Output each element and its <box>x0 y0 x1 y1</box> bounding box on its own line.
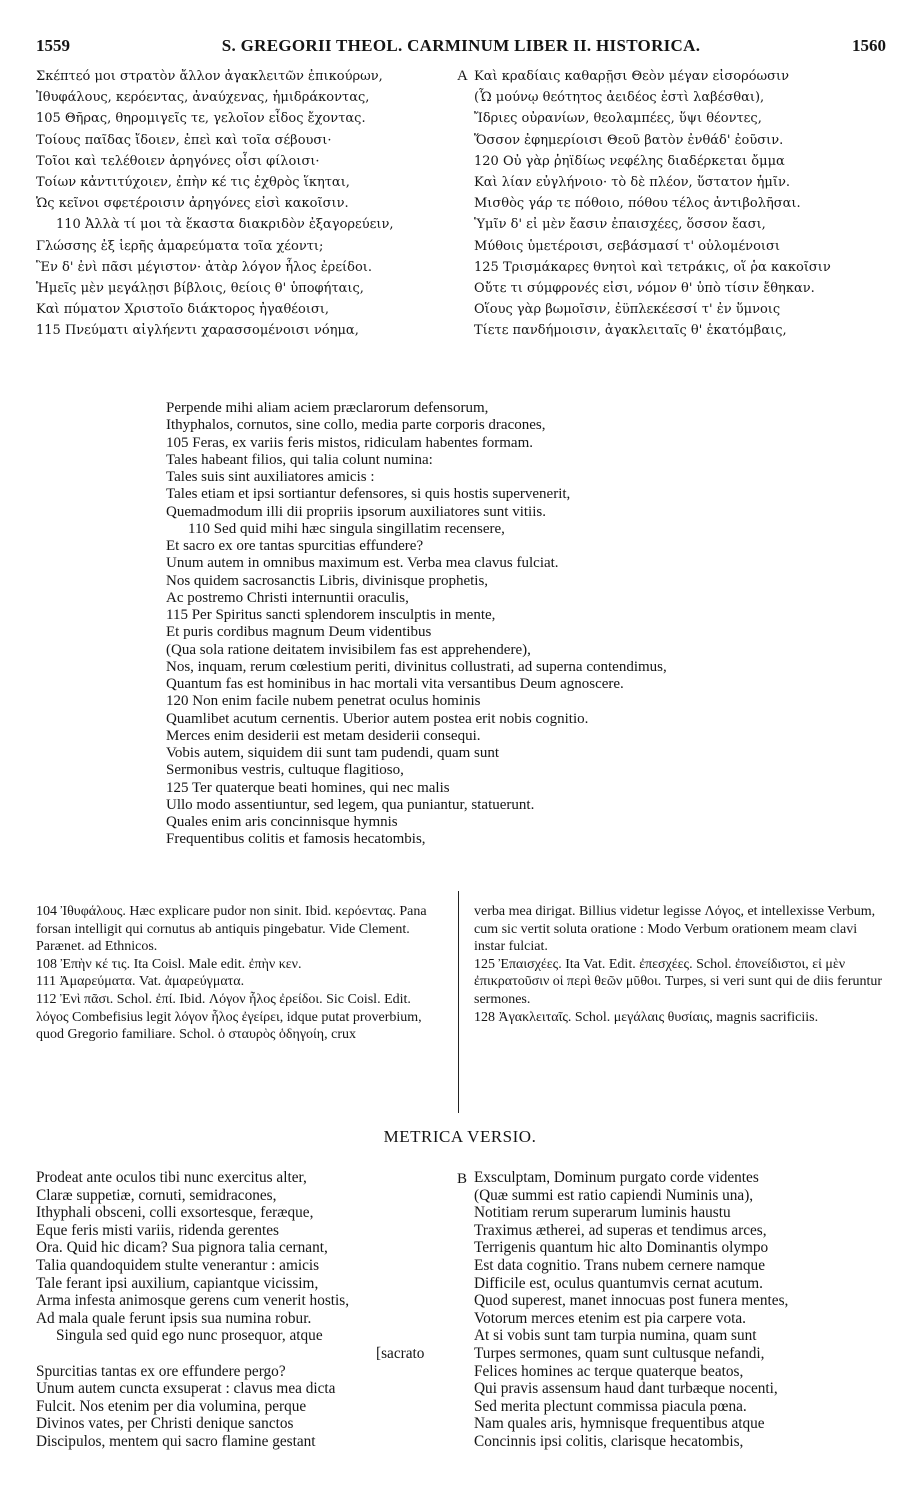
metrica-verse-line: Est data cognitio. Trans nubem cernere namque <box>474 1256 765 1274</box>
metrica-verse-line: [sacrato <box>376 1344 425 1362</box>
latin-prose-line: Quantum fas est hominibus in hac mortali vita versantibus Deum agnoscere. <box>166 676 624 692</box>
metrica-verse-line: (Quæ summi est ratio capiendi Numinis una), <box>474 1186 754 1204</box>
column-divider <box>458 891 459 1113</box>
latin-prose-line: Nos, inquam, rerum cœlestium periti, divinitus collustrati, ad superna contendimus, <box>166 658 667 675</box>
greek-verse-line: Τοίους παῖδας ἴδοιεν, ἐπεὶ καὶ τοῖα σέβουσι· <box>36 132 332 148</box>
margin-marker-a: A <box>457 68 468 84</box>
latin-prose-line: Vobis autem, siquidem dii sunt tam pudendi, quam sunt <box>166 745 500 761</box>
metrica-verse-line: At si vobis sunt tam turpia numina, quam sunt <box>474 1327 757 1345</box>
greek-verse-line: Ὅσσον ἐφημερίοισι Θεοῦ βατὸν ἐνθάδ' ἐοῦσιν. <box>474 132 784 148</box>
latin-prose-line: Nos quidem sacrosanctis Libris, divinisque prophetis, <box>166 572 489 589</box>
footnote: 104 Ἰθυφάλους. Hæc explicare pudor non sinit. Ibid. κερόεντας. Pana forsan intelligit qui cornutus ab antiquis pingebatur. Vide Clement. Parænet. ad Ethnicos. <box>36 904 427 955</box>
metrica-verse-line: Claræ suppetiæ, cornuti, semidracones, <box>36 1186 277 1204</box>
metrica-verse-line: Singula sed quid ego nunc prosequor, atque <box>56 1327 323 1345</box>
metrica-verse-line: Votorum merces etenim est pia carpere vota. <box>474 1309 746 1327</box>
metrica-verse-line: Qui pravis assensum haud dant turbæque nocenti, <box>474 1380 778 1398</box>
metrica-verse-line: Talia quandoquidem stulte venerantur : amicis <box>36 1256 320 1274</box>
running-title: S. GREGORII THEOL. CARMINUM LIBER II. HISTORICA. <box>221 36 701 55</box>
latin-translation <box>166 400 886 849</box>
greek-verse-line: Μύθοις ὑμετέροισι, σεβάσμασί τ' οὐλομένοισι <box>474 238 780 254</box>
metrica-verse-line: Exsculptam, Dominum purgato corde videntes <box>474 1169 759 1186</box>
greek-verse-line: Σκέπτεό μοι στρατὸν ἄλλον ἀγακλειτῶν ἐπικούρων, <box>36 69 383 84</box>
footnote: 108 Ἐπὴν κέ τις. Ita Coisl. Male edit. ἐπὴν κεν. <box>36 956 302 972</box>
metrica-verse-line: Prodeat ante oculos tibi nunc exercitus alter, <box>36 1169 307 1186</box>
footnote: 112 Ἐνὶ πᾶσι. Schol. ἐπί. Ibid. Λόγον ἧλος ἐρείδοι. Sic Coisl. Edit. λόγος Combefisius legit λόγον ἧλος ἐγείρει, idque putat proverbium, quod Gregorio familiare. Schol. ὁ σταυρὸς ὁδηγοίη, crux <box>36 991 422 1043</box>
latin-prose-line: Quemadmodum illi dii propriis ipsorum auxiliatores sunt vitiis. <box>166 503 546 520</box>
greek-verse-line: 105 Θῆρας, θηρομιγεῖς τε, γελοῖον εἶδος ἔχοντας. <box>36 111 366 127</box>
greek-verse-line: Γλώσσης ἐξ ἱερῆς ἀμαρεύματα τοῖα χέοντι; <box>36 238 324 254</box>
metrica-verse-line: Ad mala quale ferunt ipsis sua numina robur. <box>36 1309 312 1327</box>
metrica-verse-line: Quod superest, manet innocuas post funera mentes, <box>474 1292 789 1310</box>
latin-prose-line: Et sacro ex ore tantas spurcitias effundere? <box>166 538 424 554</box>
greek-verse-line: Ἰθυφάλους, κερόεντας, ἀναύχενας, ἡμιδράκοντας, <box>36 90 370 106</box>
metrica-verse-line: Divinos vates, per Christi denique sanctos <box>36 1415 294 1433</box>
metrica-verse-line: Turpes sermones, quam sunt cultusque nefandi, <box>474 1344 765 1362</box>
footnote: 111 Ἀμαρεύματα. Vat. ἀμαρεύγματα. <box>36 974 245 990</box>
metrica-verse-line: Felices homines ac terque quaterque beatos, <box>474 1362 744 1380</box>
left-page-number: 1559 <box>36 36 70 55</box>
greek-verse-line: Ὡς κεῖνοι σφετέροισιν ἀρηγόνες εἰσὶ κακοῖσιν. <box>36 196 349 212</box>
latin-prose-line: Sermonibus vestris, cultuque flagitioso, <box>166 762 404 779</box>
greek-verse-line: Ὑμῖν δ' εἰ μὲν ἔασιν ἐπαισχέες, ὅσσον ἔασι, <box>474 217 766 233</box>
greek-text-right-column <box>474 66 894 342</box>
metrica-verse-line: Notitiam rerum superarum luminis haustu <box>474 1204 731 1222</box>
greek-verse-line: Τίετε πανδήμοισιν, ἀγακλειταῖς θ' ἑκατόμβαις, <box>474 323 787 339</box>
greek-verse-line: 110 Ἀλλὰ τί μοι τὰ ἕκαστα διακριδὸν ἐξαγορεύειν, <box>56 217 394 233</box>
greek-verse-line: Τοῖοι καὶ τελέθοιεν ἀρηγόνες οἷσι φίλοισι· <box>36 153 320 169</box>
footnote: 128 Ἀγακλειταῖς. Schol. μεγάλαις θυσίαις, magnis sacrificiis. <box>474 1009 819 1025</box>
margin-marker-b: B <box>457 1171 468 1187</box>
latin-prose-line: Tales habeant filios, qui talia colunt numina: <box>166 451 433 468</box>
metrica-verse-line: Spurcitias tantas ex ore effundere pergo? <box>36 1362 286 1380</box>
latin-prose-line: 105 Feras, ex variis feris mistos, ridiculam habentes formam. <box>166 434 533 451</box>
metrica-verse-line: Traximus ætherei, ad superas et tendimus arces, <box>474 1221 767 1239</box>
metrica-verse-line: Tale ferant ipsi auxilium, capiantque vicissim, <box>36 1274 319 1292</box>
greek-verse-line: Καὶ κραδίαις καθαρῇσι Θεὸν μέγαν εἰσορόωσιν <box>474 69 790 84</box>
latin-prose-line: Quamlibet acutum cernentis. Uberior autem postea erit nobis cognitio. <box>166 710 589 727</box>
greek-verse-line: Μισθὸς γάρ τε πόθοιο, πόθου τέλος ἀντιβολῆσαι. <box>474 196 801 212</box>
latin-prose-line: Merces enim desiderii est metam desiderii consequi. <box>166 727 481 744</box>
latin-prose-line: Et puris cordibus magnum Deum videntibus <box>166 624 432 641</box>
footnote: 125 Ἐπαισχέες. Ita Vat. Edit. ἐπεσχέες. Schol. ἐπονείδιστοι, εἰ μὲν ἐπικρατοῦσιν οἱ περὶ θεῶν μῦθοι. Turpes, si veri sunt qui de diis feruntur sermones. <box>474 956 883 1007</box>
metrica-verse-line: Discipulos, mentem qui sacro flamine gestant <box>36 1432 316 1450</box>
latin-prose-line: Ithyphalos, cornutos, sine collo, media parte corporis dracones, <box>166 417 546 434</box>
greek-verse-line: 120 Οὐ γὰρ ῥηϊδίως νεφέλης διαδέρκεται ὄμμα <box>474 153 785 169</box>
metrica-verse-line: Eque feris misti variis, ridenda gerentes <box>36 1221 279 1239</box>
latin-prose-line: Tales suis sint auxiliatores amicis : <box>166 469 375 485</box>
metrica-verse-line: Difficile est, oculus quantumvis cernat acutum. <box>474 1274 764 1292</box>
notes-left-column <box>36 903 446 1044</box>
metrica-verse-line: Sed merita plectunt commissa piacula pœna. <box>474 1397 747 1415</box>
metrica-verse-line: Unum autem cuncta exsuperat : clavus mea dicta <box>36 1380 336 1398</box>
greek-verse-line: 125 Τρισμάκαρες θνητοὶ καὶ τετράκις, οἵ ῥα κακοῖσιν <box>474 259 831 275</box>
metrica-verse-line: Nam quales aris, hymnisque frequentibus atque <box>474 1415 765 1433</box>
greek-verse-line: Ἡμεῖς μὲν μεγάλῃσι βίβλοις, θείοις θ' ὑποφήταις, <box>36 281 364 297</box>
greek-verse-line: Καὶ πύματον Χριστοῖο διάκτορος ἠγαθέοισι, <box>36 302 330 318</box>
greek-text-left-column <box>36 66 456 342</box>
greek-verse-line: 115 Πνεύματι αἰγλήεντι χαρασσομένοισι νόημα, <box>36 323 359 339</box>
metrica-verse-line: Fulcit. Nos etenim per dia volumina, perque <box>36 1397 307 1415</box>
metrica-verse-line: Ora. Quid hic dicam? Sua pignora talia cernant, <box>36 1239 328 1257</box>
latin-prose-line: (Qua sola ratione deitatem invisibilem fas est apprehendere), <box>166 641 531 658</box>
latin-prose-line: Perpende mihi aliam aciem præclarorum defensorum, <box>166 400 489 416</box>
metrica-verse-line: Ithyphali obsceni, colli exsortesque, feræque, <box>36 1204 314 1222</box>
metrica-verse-line: Terrigenis quantum hic alto Dominantis olympo <box>474 1239 769 1257</box>
latin-prose-line: Ac postremo Christi internuntii oraculis, <box>166 589 409 606</box>
section-title: METRICA VERSIO. <box>383 1127 537 1146</box>
greek-verse-line: Οὔτε τι σύμφρονές εἰσι, νόμον θ' ὑπὸ τίσιν ἔθηκαν. <box>474 281 815 297</box>
right-page-number: 1560 <box>852 36 886 55</box>
latin-prose-line: Quales enim aris concinnisque hymnis <box>166 814 398 830</box>
latin-prose-line: Tales etiam et ipsi sortiantur defensores, si quis hostis supervenerit, <box>166 486 571 503</box>
latin-prose-line: Unum autem in omnibus maximum est. Verba mea clavus fulciat. <box>166 555 559 572</box>
latin-prose-line: 115 Per Spiritus sancti splendorem insculptis in mente, <box>166 607 496 623</box>
metrica-verse-line: Arma infesta animosque gerens cum venerit hostis, <box>36 1292 350 1310</box>
metrica-verse-line: Concinnis ipsi colitis, clarisque hecatombis, <box>474 1432 744 1450</box>
latin-prose-line: 120 Non enim facile nubem penetrat oculus hominis <box>166 693 481 710</box>
footnote: verba mea dirigat. Billius videtur legisse Λόγος, et intellexisse Verbum, cum sic vertit soluta oratione : Modo Verbum orationem meam clavi instar fulciat. <box>474 904 876 955</box>
greek-verse-line: Ἓν δ' ἐνὶ πᾶσι μέγιστον· ἀτὰρ λόγον ἧλος ἐρείδοι. <box>36 259 373 275</box>
latin-prose-line: 110 Sed quid mihi hæc singula singillatim recensere, <box>188 520 505 537</box>
latin-prose-line: 125 Ter quaterque beati homines, qui nec malis <box>166 779 450 796</box>
latin-prose-line: Ullo modo assentiuntur, sed legem, qua puniantur, statuerunt. <box>166 796 535 813</box>
metrica-right-column <box>474 1169 894 1451</box>
greek-verse-line: (Ὧ μούνῳ θεότητος ἀειδέος ἐστὶ λαβέσθαι), <box>474 90 765 106</box>
greek-verse-line: Οἵους γὰρ βωμοῖσιν, ἐϋπλεκέεσσί τ' ἐν ὕμνοις <box>474 302 781 318</box>
notes-right-column <box>474 903 884 1026</box>
latin-prose-line: Frequentibus colitis et famosis hecatombis, <box>166 831 426 848</box>
greek-verse-line: Τοίων κἀντιτύχοιεν, ἐπὴν κέ τις ἐχθρὸς ἵκηται, <box>36 175 350 191</box>
running-header <box>36 36 886 58</box>
metrica-left-column <box>36 1169 456 1451</box>
greek-verse-line: Ἴδριες οὐρανίων, θεολαμπέες, ὕψι θέοντες, <box>474 111 762 127</box>
greek-verse-line: Καὶ λίαν εὐγλήνοιο· τὸ δὲ πλέον, ὕστατον ἡμῖν. <box>474 175 790 191</box>
